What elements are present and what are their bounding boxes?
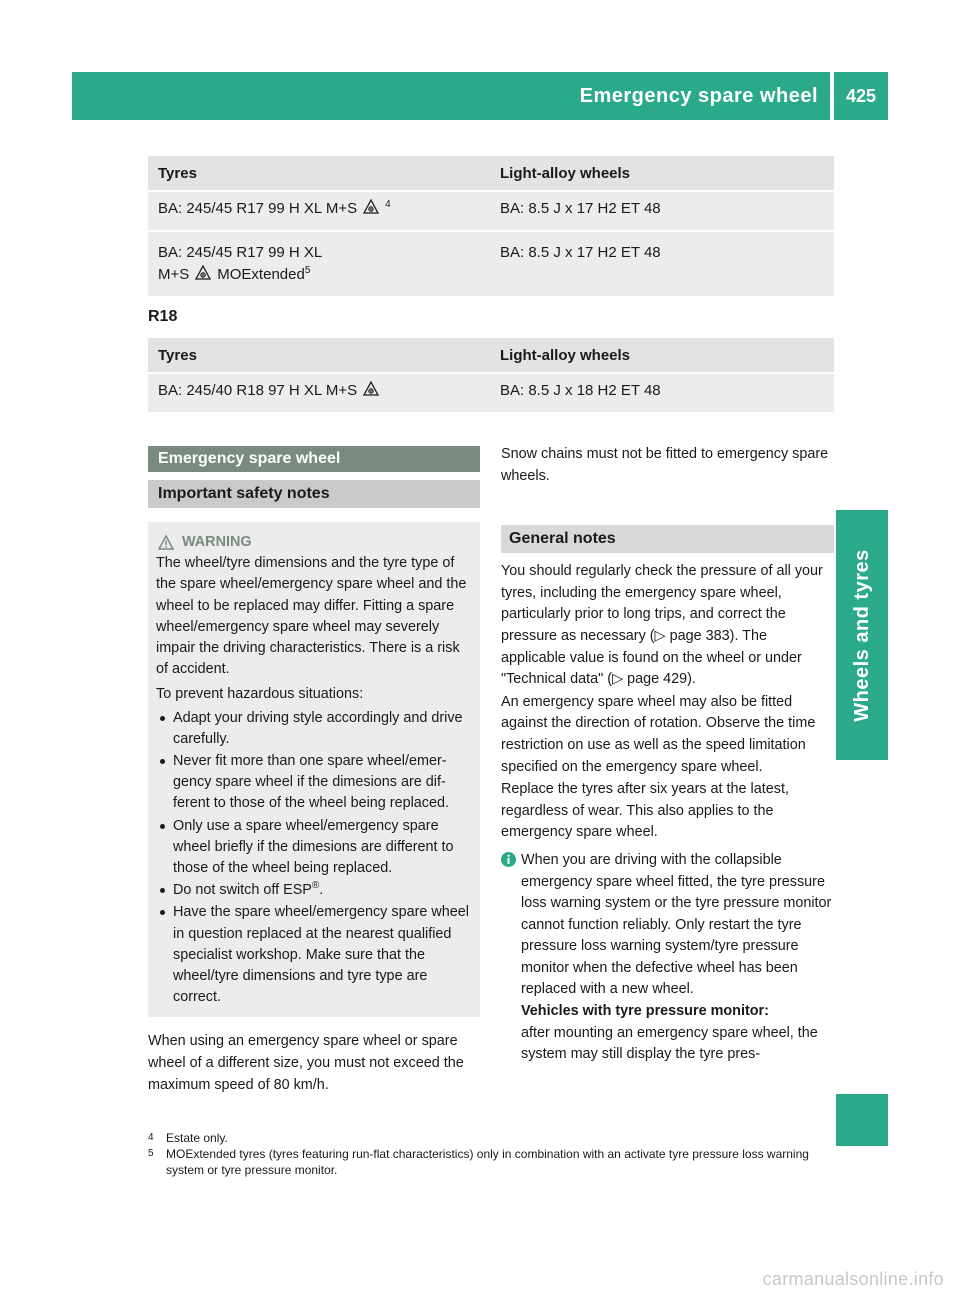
side-chapter-tab bbox=[836, 510, 888, 760]
paragraph: You should regularly check the pressure of all your tyres, including the emergency spare wheel, particularly prior to long trips, and correct the pressure as necessary (▷ page 383). The applicable value is found on the wheel or under "Technical data" (▷ page 429). bbox=[501, 563, 823, 688]
ms-label: M+S bbox=[158, 266, 190, 283]
warning-bullet-list bbox=[156, 708, 472, 1009]
info-text: When you are driving with the collapsible emergency spare wheel fitted, the tyre pressure loss warning system or the tyre pressure monitor cannot function reliably. Only restart the tyre pressure loss warning system/tyre pressure monitor when the defective wheel has been replaced with a new wheel. bbox=[521, 851, 832, 998]
column-header-wheels: Light-alloy wheels bbox=[490, 338, 834, 372]
esp-text: Do not switch off ESP bbox=[173, 882, 312, 899]
moextended-label: MOExtended bbox=[217, 266, 305, 283]
tyre-cell bbox=[148, 232, 490, 296]
r18-heading: R18 bbox=[148, 308, 178, 325]
list-item: Have the spare wheel/emergency spare wheel in question replaced at the nearest qualified specialist workshop. Make sure that the wheel/tyre dimensions and tyre type are correct. bbox=[156, 902, 472, 1008]
info-icon-wrap bbox=[501, 850, 519, 1066]
wheel-cell: BA: 8.5 J x 18 H2 ET 48 bbox=[490, 374, 834, 412]
footnote-text: MOExtended tyres (tyres featuring run-flat characteristics) only in combination with an activate tyre pressure loss warning system or tyre pressure monitor. bbox=[166, 1147, 809, 1177]
tyre-cell bbox=[148, 374, 490, 412]
snowflake-mountain-icon bbox=[363, 199, 379, 215]
tyre-size-line2 bbox=[158, 264, 480, 286]
right-column bbox=[501, 444, 834, 1066]
list-item bbox=[156, 880, 472, 901]
tyre-table-r18 bbox=[148, 336, 834, 414]
column-header-tyres: Tyres bbox=[148, 156, 490, 190]
footnote-number: 4 bbox=[148, 1132, 154, 1143]
paragraph: An emergency spare wheel may also be fitted against the direction of rotation. Observe the time restriction on use as well as the speed limitation specified on the emergency spare wheel. bbox=[501, 693, 816, 775]
tyre-size: BA: 245/45 R17 99 H XL M+S bbox=[158, 200, 358, 217]
watermark: carmanualsonline.info bbox=[762, 1269, 944, 1289]
warning-intro: To prevent hazardous situations: bbox=[156, 686, 364, 703]
info-text-block bbox=[519, 850, 834, 1066]
section-heading: Emergency spare wheel bbox=[148, 446, 480, 472]
warning-triangle-icon bbox=[158, 535, 174, 550]
registered-mark: ® bbox=[311, 880, 320, 892]
tyre-table-r17 bbox=[148, 154, 834, 298]
header-fill bbox=[72, 72, 580, 120]
footnote bbox=[148, 1146, 838, 1178]
subsection-heading: General notes bbox=[501, 525, 834, 553]
snowflake-mountain-icon bbox=[195, 265, 211, 281]
wheel-cell: BA: 8.5 J x 17 H2 ET 48 bbox=[490, 232, 834, 296]
page-number: 425 bbox=[834, 72, 888, 120]
page-header bbox=[72, 72, 888, 120]
table-header-row bbox=[148, 338, 834, 372]
table-header-row bbox=[148, 156, 834, 190]
footnote-text: Estate only. bbox=[166, 1131, 228, 1145]
speed-limit-paragraph: When using an emergency spare wheel or spare wheel of a different size, you must not exceed the maximum speed of 80 km/h. bbox=[148, 1033, 464, 1093]
wheel-cell: BA: 8.5 J x 17 H2 ET 48 bbox=[490, 192, 834, 230]
list-item: Adapt your driving style accordingly and drive carefully. bbox=[156, 708, 472, 750]
list-item: Never fit more than one spare wheel/emergency spare wheel if the dimesions are different to those of the wheel being replaced. bbox=[156, 751, 472, 815]
info-icon bbox=[501, 852, 516, 867]
snow-chains-paragraph: Snow chains must not be fitted to emergency spare wheels. bbox=[501, 446, 829, 484]
tyre-cell bbox=[148, 192, 490, 230]
warning-box bbox=[148, 522, 480, 1017]
footnote-number: 5 bbox=[148, 1148, 154, 1159]
footnote-ref: 5 bbox=[304, 265, 311, 276]
tyre-size: BA: 245/40 R18 97 H XL M+S bbox=[158, 382, 358, 399]
info-continuation: after mounting an emergency spare wheel, the system may still display the tyre pres- bbox=[521, 1024, 818, 1063]
warning-label: WARNING bbox=[182, 534, 252, 550]
warning-title bbox=[156, 532, 472, 553]
list-item: Only use a spare wheel/emergency spare wheel briefly if the dimesions are different to those of the wheel being replaced. bbox=[156, 816, 472, 880]
side-chapter-label: Wheels and tyres bbox=[850, 548, 873, 722]
info-bold-heading: Vehicles with tyre pressure monitor: bbox=[521, 1003, 769, 1020]
footnote-ref: 4 bbox=[385, 199, 391, 210]
paragraph: Replace the tyres after six years at the latest, regardless of wear. This also applies to the emergency spare wheel. bbox=[501, 781, 789, 841]
footnotes bbox=[148, 1130, 838, 1178]
header-title: Emergency spare wheel bbox=[579, 84, 818, 107]
column-header-wheels: Light-alloy wheels bbox=[490, 156, 834, 190]
column-header-tyres: Tyres bbox=[148, 338, 490, 372]
info-note bbox=[501, 850, 834, 1066]
subsection-heading: Important safety notes bbox=[148, 480, 480, 508]
esp-end: . bbox=[319, 882, 324, 899]
side-marker-square bbox=[836, 1094, 888, 1146]
header-title-block bbox=[580, 72, 830, 120]
warning-text: The wheel/tyre dimensions and the tyre type of the spare wheel/emergency spare wheel and the wheel to be replaced may differ. Fitting a spare wheel/emergency spare wheel may severely impair the driving characteristics. There is a risk of accident. bbox=[156, 555, 467, 678]
left-column bbox=[148, 446, 480, 1096]
table-row bbox=[148, 232, 834, 296]
table-row bbox=[148, 374, 834, 412]
tyre-size-line1: BA: 245/45 R17 99 H XL bbox=[158, 244, 323, 261]
snowflake-mountain-icon bbox=[363, 381, 379, 397]
footnote bbox=[148, 1130, 838, 1146]
table-row bbox=[148, 192, 834, 230]
